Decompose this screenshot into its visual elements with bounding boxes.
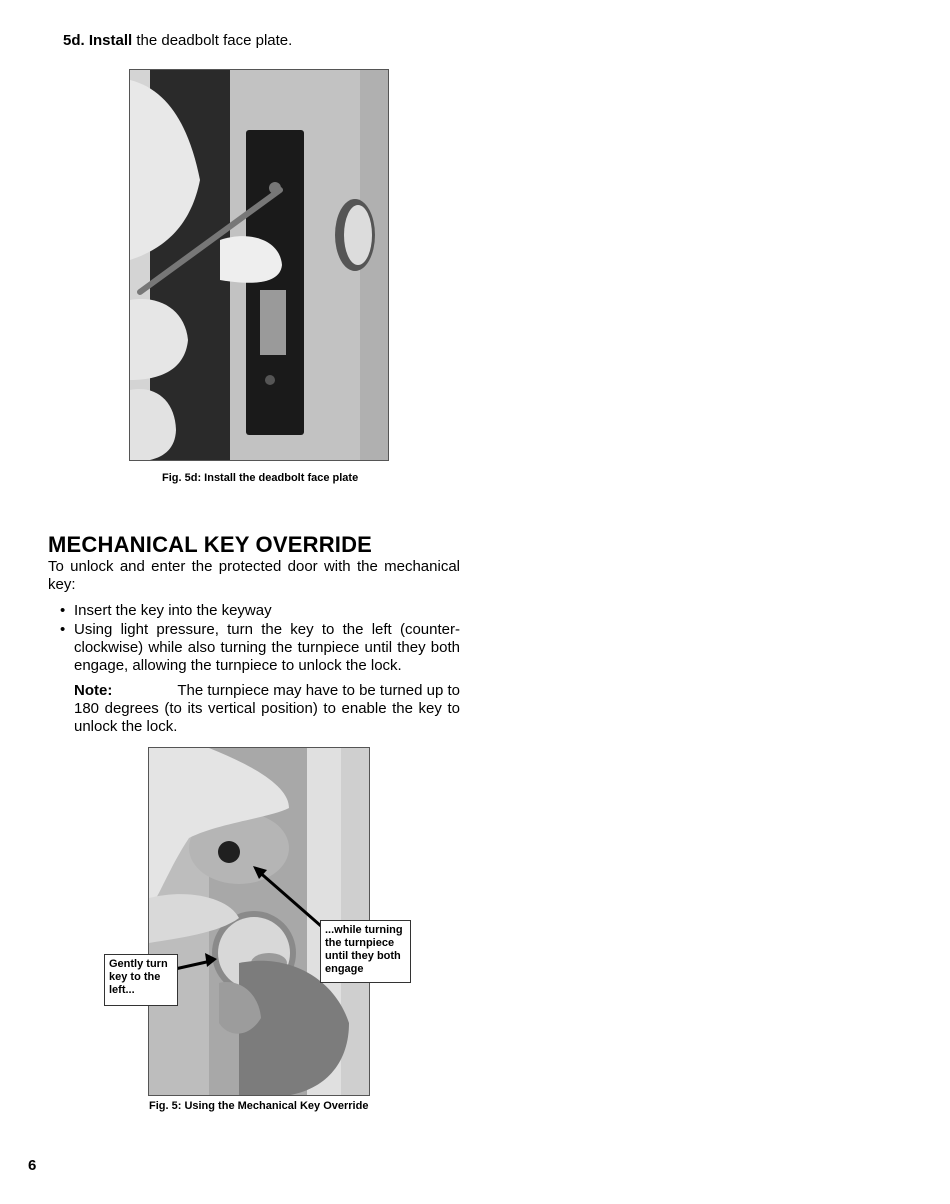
callout-line: key to the [109,971,161,983]
instruction-list [56,602,460,676]
callout-line: left... [109,984,135,996]
list-item [56,621,460,675]
section-title: MECHANICAL KEY OVERRIDE [48,532,373,557]
list-item-text: Insert the key into the keyway [74,602,272,619]
figure-5-caption: Fig. 5: Using the Mechanical Key Override [149,1100,369,1112]
callout-line: until they both [325,950,401,962]
note-line-1: The turnpiece may have to be turned up to [177,682,460,699]
callout-line: engage [325,963,364,975]
callout-turnpiece [320,920,411,983]
callout-line: Gently turn [109,958,168,970]
callout-line: the turnpiece [325,937,395,949]
note [74,682,460,736]
bullet-icon: • [60,602,66,619]
callout-line: ...while turning [325,924,403,936]
bullet-icon: • [60,621,66,638]
page-number: 6 [28,1157,37,1174]
step-heading-bold: 5d. Install [63,32,133,49]
note-text: 180 degrees (to its vertical position) to enable the key to unlock the lock. [74,700,460,735]
callout-turn-key [104,954,178,1006]
note-label: Note: [74,682,113,699]
list-item-text: Using light pressure, turn the key to the left (counter-clockwise) while also turning the turnpiece until they both engage, allowing the turnpiece to unlock the lock. [74,621,460,674]
section-intro: To unlock and enter the protected door with the mechanical key: [48,558,460,593]
figure-5d-photo [129,69,389,461]
step-heading-text: the deadbolt face plate. [132,32,293,49]
figure-5d-caption: Fig. 5d: Install the deadbolt face plate [162,472,359,484]
step-heading [63,32,292,49]
list-item [56,602,460,620]
